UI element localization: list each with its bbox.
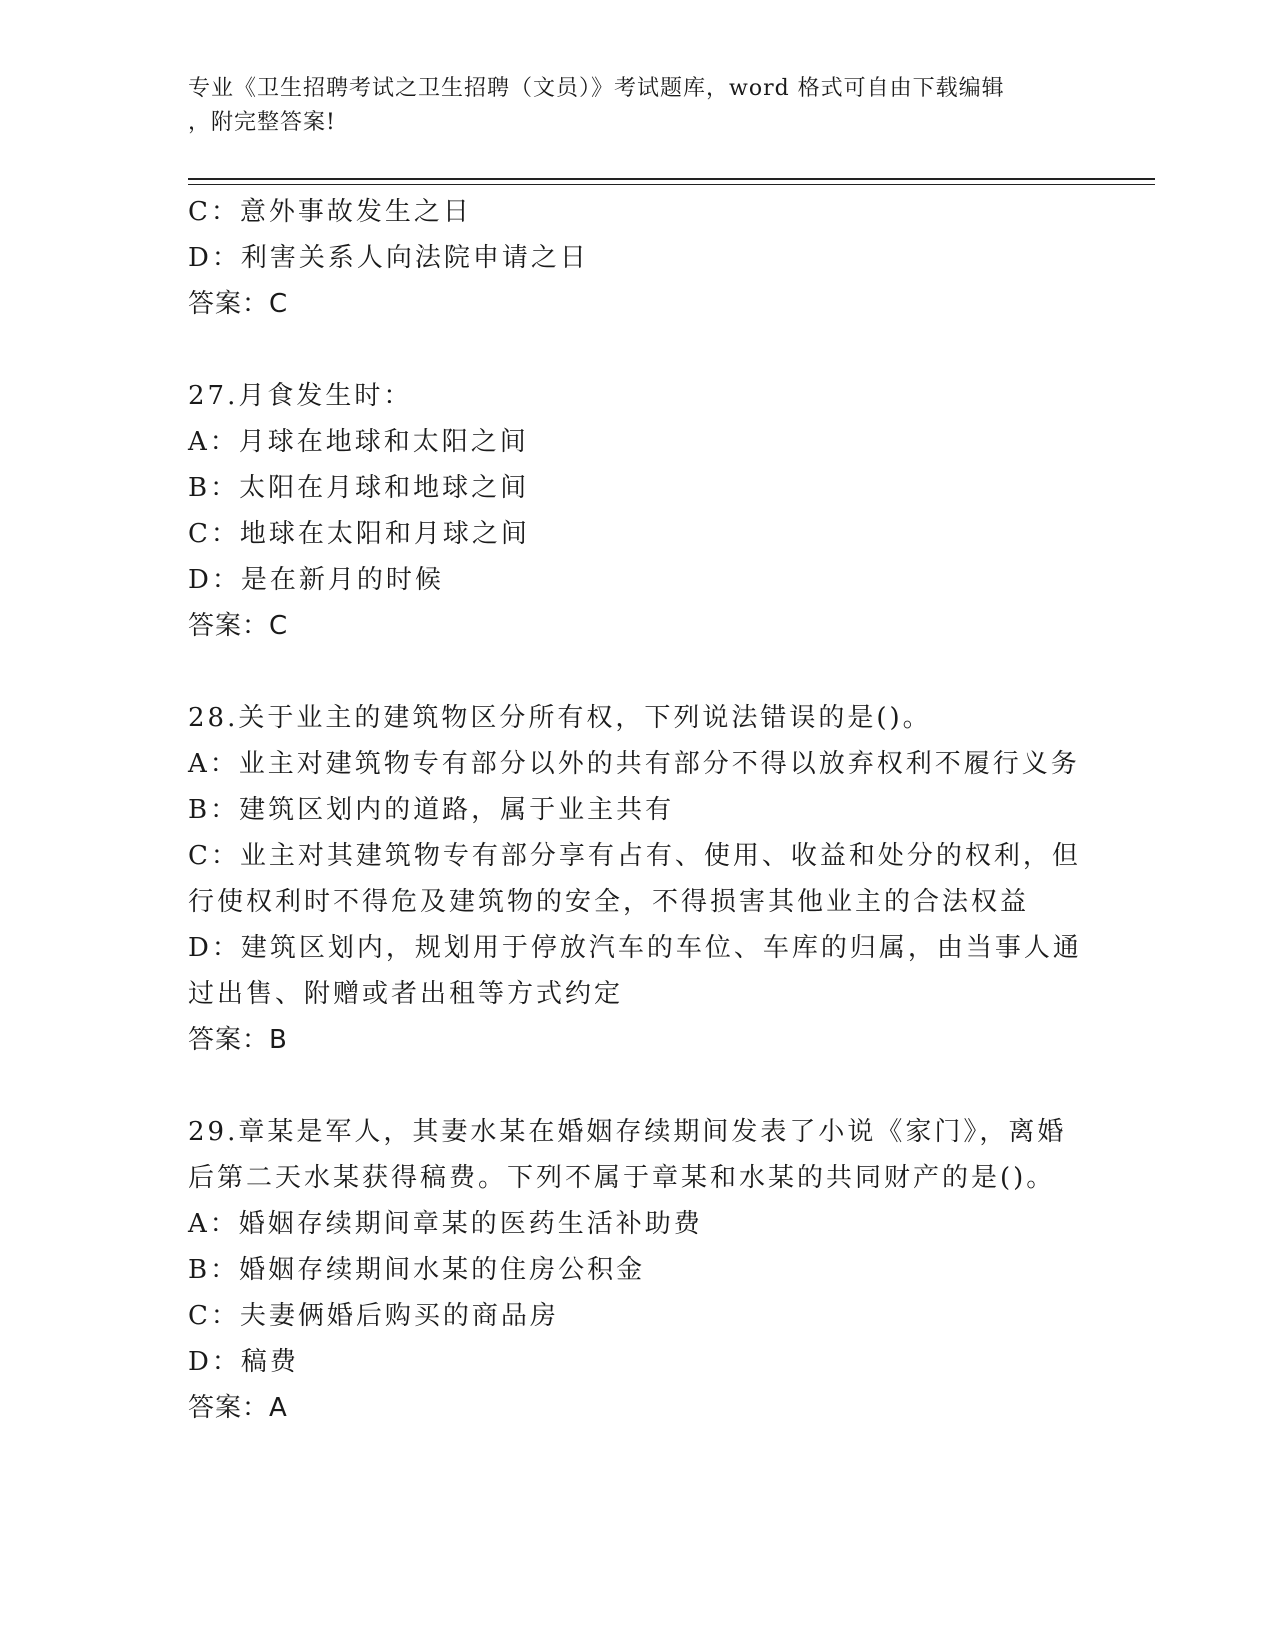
- header-line-2: ，附完整答案!: [188, 110, 336, 135]
- option-d: D：利害关系人向法院申请之日: [188, 243, 589, 273]
- header-divider-thin: [188, 184, 1155, 185]
- header-line-1: 专业《卫生招聘考试之卫生招聘（文员）》考试题库，word 格式可自由下载编辑: [188, 76, 1005, 101]
- answer: 答案：A: [188, 1393, 288, 1423]
- option-d-line-1: D：建筑区划内，规划用于停放汽车的车位、车库的归属，由当事人通: [188, 933, 1082, 963]
- option-d: D：稿费: [188, 1347, 299, 1377]
- option-b: B：婚姻存续期间水某的住房公积金: [188, 1255, 646, 1285]
- question-text-line-1: 29.章某是军人，其妻水某在婚姻存续期间发表了小说《家门》，离婚: [188, 1117, 1067, 1147]
- option-c: C：夫妻俩婚后购买的商品房: [188, 1301, 559, 1331]
- question-26-tail: [188, 189, 1088, 327]
- question-28: [188, 695, 1088, 1063]
- answer: 答案：B: [188, 1025, 288, 1055]
- option-b: B：太阳在月球和地球之间: [188, 473, 530, 503]
- spacer: [188, 327, 1088, 373]
- option-a: A：婚姻存续期间章某的医药生活补助费: [188, 1209, 703, 1239]
- option-a: A：业主对建筑物专有部分以外的共有部分不得以放弃权利不履行义务: [188, 749, 1080, 779]
- option-c: C：意外事故发生之日: [188, 197, 472, 227]
- option-b: B：建筑区划内的道路，属于业主共有: [188, 795, 675, 825]
- option-c-line-2: 行使权利时不得危及建筑物的安全，不得损害其他业主的合法权益: [188, 887, 1030, 917]
- header-divider-thick: [188, 178, 1155, 180]
- question-text: 27.月食发生时：: [188, 381, 413, 411]
- option-d-line-2: 过出售、附赠或者出租等方式约定: [188, 979, 624, 1009]
- spacer: [188, 649, 1088, 695]
- question-text-line-2: 后第二天水某获得稿费。下列不属于章某和水某的共同财产的是()。: [188, 1163, 1056, 1193]
- answer: 答案：C: [188, 611, 289, 641]
- question-29: [188, 1109, 1088, 1431]
- option-c: C：地球在太阳和月球之间: [188, 519, 530, 549]
- question-list: [188, 189, 1088, 1431]
- option-d: D：是在新月的时候: [188, 565, 444, 595]
- document-header: [188, 72, 1088, 140]
- question-27: [188, 373, 1088, 649]
- option-a: A：月球在地球和太阳之间: [188, 427, 529, 457]
- question-text: 28.关于业主的建筑物区分所有权，下列说法错误的是()。: [188, 703, 932, 733]
- spacer: [188, 1063, 1088, 1109]
- option-c-line-1: C：业主对其建筑物专有部分享有占有、使用、收益和处分的权利，但: [188, 841, 1081, 871]
- answer: 答案：C: [188, 289, 289, 319]
